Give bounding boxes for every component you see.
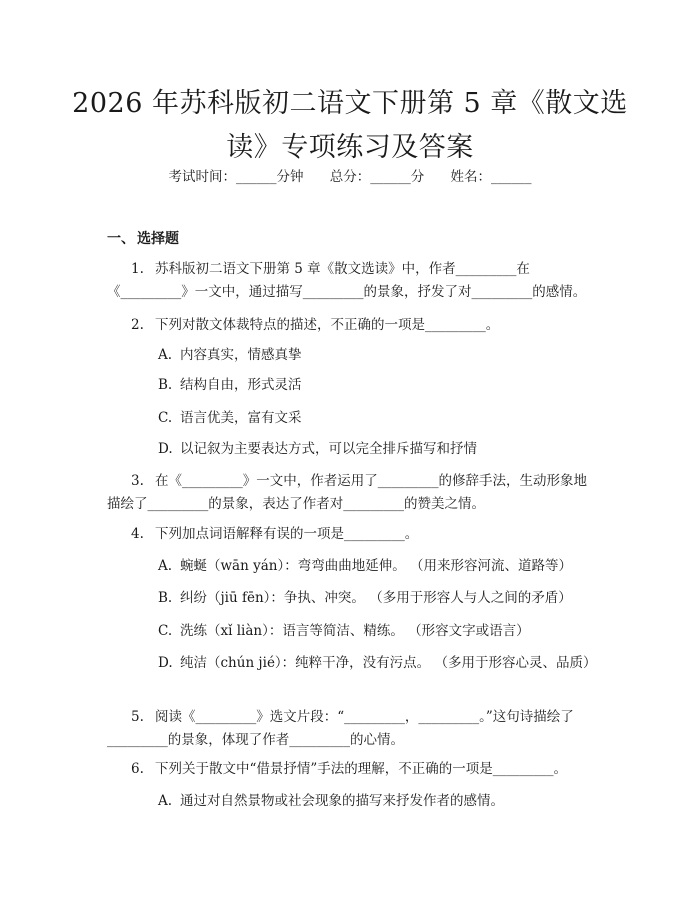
section-title: 选择题 bbox=[137, 231, 179, 247]
question-4 bbox=[107, 523, 593, 546]
option-text: 洗练（xǐ liàn）：语言等简洁、精练。 （形容文字或语言） bbox=[180, 623, 530, 639]
title-line-2: 读》专项练习及答案 bbox=[226, 132, 474, 163]
q4-option-a bbox=[158, 555, 598, 578]
option-text: 内容真实，情感真挚 bbox=[180, 347, 302, 363]
question-text: 苏科版初二语文下册第 5 章《散文选读》中，作者_________在《_________》一文中，通过描写_________的景象，抒发了对_________的感情。 bbox=[107, 261, 587, 300]
option-letter: C. bbox=[158, 623, 173, 639]
option-letter: B. bbox=[158, 590, 173, 606]
section-heading bbox=[107, 229, 179, 249]
question-text: 阅读《_________》选文片段：“_________，_________。”这句诗描绘了_________的景象，体现了作者_________的心情。 bbox=[107, 709, 574, 748]
q2-option-a bbox=[158, 344, 598, 367]
option-text: 通过对自然景物或社会现象的描写来抒发作者的感情。 bbox=[180, 793, 504, 809]
option-text: 结构自由，形式灵活 bbox=[180, 377, 302, 393]
question-number: 2. bbox=[131, 317, 144, 333]
exam-time: 考试时间：______分钟 bbox=[168, 169, 304, 185]
q2-option-c bbox=[158, 407, 598, 430]
question-number: 6. bbox=[131, 761, 144, 777]
student-name: 姓名：______ bbox=[450, 169, 532, 185]
option-text: 蜿蜒（wān yán）：弯弯曲曲地延伸。 （用来形容河流、道路等） bbox=[180, 558, 573, 574]
question-1 bbox=[107, 258, 593, 304]
option-letter: A. bbox=[158, 793, 173, 809]
exam-info bbox=[0, 167, 700, 187]
question-3 bbox=[107, 470, 593, 516]
title-line-1: 2026 年苏科版初二语文下册第 5 章《散文选 bbox=[72, 88, 628, 119]
q6-option-a bbox=[158, 790, 598, 813]
option-letter: A. bbox=[158, 558, 173, 574]
question-number: 5. bbox=[131, 709, 144, 725]
question-number: 4. bbox=[131, 526, 144, 542]
q2-option-d bbox=[158, 438, 598, 461]
question-text: 在《_________》一文中，作者运用了_________的修辞手法，生动形象地描绘了_________的景象，表达了作者对_________的赞美之情。 bbox=[107, 473, 587, 512]
question-6 bbox=[107, 758, 593, 781]
option-text: 语言优美，富有文采 bbox=[180, 410, 302, 426]
option-letter: A. bbox=[158, 347, 173, 363]
question-text: 下列加点词语解释有误的一项是_________。 bbox=[155, 526, 419, 542]
question-text: 下列对散文体裁特点的描述，不正确的一项是_________。 bbox=[155, 317, 500, 333]
question-2 bbox=[107, 314, 593, 337]
section-number: 一、 bbox=[107, 231, 135, 247]
q4-option-b bbox=[158, 587, 598, 610]
option-text: 以记叙为主要表达方式，可以完全排斥描写和抒情 bbox=[180, 441, 477, 457]
option-text: 纯洁（chún jié）：纯粹干净，没有污点。 （多用于形容心灵、品质） bbox=[180, 655, 597, 671]
question-5 bbox=[107, 706, 593, 752]
option-letter: D. bbox=[158, 655, 173, 671]
option-text: 纠纷（jiū fēn）：争执、冲突。 （多用于形容人与人之间的矛盾） bbox=[180, 590, 572, 606]
q4-option-c bbox=[158, 620, 598, 643]
question-text: 下列关于散文中“借景抒情”手法的理解，不正确的一项是_________。 bbox=[155, 761, 568, 777]
q2-option-b bbox=[158, 374, 598, 397]
q4-option-d bbox=[107, 652, 597, 675]
option-letter: B. bbox=[158, 377, 173, 393]
document-title bbox=[60, 82, 640, 170]
exam-score: 总分：______分 bbox=[329, 169, 425, 185]
question-number: 1. bbox=[131, 261, 144, 277]
option-letter: D. bbox=[158, 441, 173, 457]
option-letter: C. bbox=[158, 410, 173, 426]
question-number: 3. bbox=[131, 473, 144, 489]
